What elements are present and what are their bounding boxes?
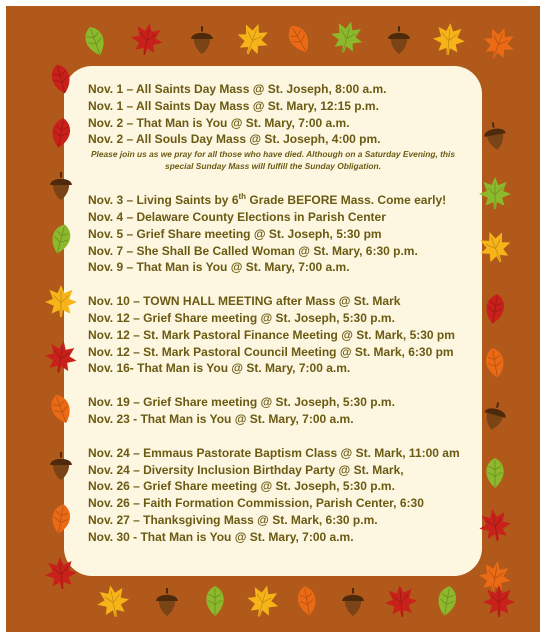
- red-maple-leaf-icon: [41, 337, 80, 376]
- event-text: Nov. 10 – TOWN HALL MEETING after Mass @ St. Mark: [88, 294, 401, 309]
- red-leaf-icon: [41, 113, 80, 152]
- orange-leaf-icon: [41, 499, 80, 538]
- acorn-icon: [150, 584, 184, 618]
- yellow-maple-leaf-icon: [44, 284, 78, 318]
- event-item: [88, 512, 498, 529]
- orange-leaf-icon: [276, 16, 322, 62]
- group-spacer: [88, 377, 498, 394]
- event-item: [88, 462, 498, 479]
- event-text: Grade BEFORE Mass. Come early!: [246, 193, 447, 208]
- green-leaf-icon: [73, 19, 117, 63]
- event-item: [88, 226, 498, 243]
- event-item: [88, 310, 498, 327]
- group-spacer: [88, 172, 498, 189]
- event-text: Nov. 5 – Grief Share meeting @ St. Joseph, 5:30 pm: [88, 226, 382, 241]
- event-item: [88, 81, 498, 98]
- acorn-icon: [336, 584, 370, 618]
- event-item: [88, 115, 498, 132]
- event-text: Nov. 3 – Living Saints by 6: [88, 193, 239, 208]
- event-text: Nov. 2 – All Souls Day Mass @ St. Joseph, 4:00 pm.: [88, 132, 381, 147]
- event-text: Nov. 26 – Grief Share meeting @ St. Joseph, 5:30 p.m.: [88, 479, 395, 494]
- orange-maple-leaf-icon: [477, 21, 521, 65]
- event-item: [88, 411, 498, 428]
- event-note: Please join us as we pray for all those who have died. Although on a Saturday Evening, this special Sunday Mass will fulfill the Sunday Obligation.: [90, 149, 456, 172]
- event-item: [88, 259, 498, 276]
- event-item: [88, 394, 498, 411]
- event-item: [88, 293, 498, 310]
- green-maple-leaf-icon: [326, 16, 368, 58]
- acorn-icon: [382, 22, 416, 56]
- event-item: [88, 98, 498, 115]
- acorn-icon: [44, 168, 78, 202]
- event-text: Nov. 24 – Emmaus Pastorate Baptism Class @ St. Mark, 11:00 am: [88, 445, 460, 460]
- event-item: [88, 243, 498, 260]
- event-text: Nov. 24 – Diversity Inclusion Birthday Party @ St. Mark,: [88, 462, 404, 477]
- event-item: [88, 529, 498, 546]
- green-leaf-icon: [198, 584, 232, 618]
- red-maple-leaf-icon: [43, 555, 80, 592]
- event-text: Nov. 19 – Grief Share meeting @ St. Joseph, 5:30 p.m.: [88, 395, 395, 410]
- event-text: Nov. 12 – Grief Share meeting @ St. Joseph, 5:30 p.m.: [88, 310, 395, 325]
- event-text: Nov. 1 – All Saints Day Mass @ St. Mary, 12:15 p.m.: [88, 98, 379, 113]
- event-item: [88, 360, 498, 377]
- event-item: [88, 131, 498, 148]
- event-text: Nov. 16- That Man is You @ St. Mary, 7:00 a.m.: [88, 361, 351, 376]
- orange-leaf-icon: [287, 581, 326, 620]
- yellow-maple-leaf-icon: [242, 580, 284, 622]
- event-item: [88, 209, 498, 226]
- event-text: Nov. 2 – That Man is You @ St. Mary, 7:00 a.m.: [88, 115, 350, 130]
- group-spacer: [88, 428, 498, 445]
- event-text: Nov. 7 – She Shall Be Called Woman @ St. Mary, 6:30 p.m.: [88, 243, 418, 258]
- event-item: [88, 495, 498, 512]
- event-item: [88, 327, 498, 344]
- event-list: [88, 81, 498, 546]
- red-maple-leaf-icon: [482, 584, 516, 618]
- event-item: [88, 445, 498, 462]
- acorn-icon: [185, 22, 219, 56]
- group-spacer: [88, 276, 498, 293]
- event-text: Nov. 9 – That Man is You @ St. Mary, 7:00 a.m.: [88, 260, 350, 275]
- event-text: Nov. 26 – Faith Formation Commission, Parish Center, 6:30: [88, 496, 424, 511]
- event-text: Nov. 12 – St. Mark Pastoral Finance Meeting @ St. Mark, 5:30 pm: [88, 327, 455, 342]
- event-item: [88, 189, 498, 209]
- event-text: Nov. 30 - That Man is You @ St. Mary, 7:00 a.m.: [88, 529, 354, 544]
- red-maple-leaf-icon: [127, 19, 166, 58]
- yellow-maple-leaf-icon: [231, 17, 275, 61]
- event-text: Nov. 23 - That Man is You @ St. Mary, 7:00 a.m.: [88, 411, 354, 426]
- acorn-icon: [44, 448, 78, 482]
- event-text: Nov. 4 – Delaware County Elections in Parish Center: [88, 209, 386, 224]
- event-text: Nov. 27 – Thanksgiving Mass @ St. Mark, 6:30 p.m.: [88, 512, 378, 527]
- event-text-superscript: th: [238, 192, 247, 202]
- event-text: Nov. 12 – St. Mark Pastoral Council Meeting @ St. Mark, 6:30 pm: [88, 344, 454, 359]
- yellow-maple-leaf-icon: [93, 581, 132, 620]
- red-maple-leaf-icon: [383, 583, 420, 620]
- event-item: [88, 344, 498, 361]
- event-text: Nov. 1 – All Saints Day Mass @ St. Joseph, 8:00 a.m.: [88, 82, 387, 96]
- yellow-maple-leaf-icon: [431, 21, 468, 58]
- green-leaf-icon: [427, 581, 466, 620]
- event-item: [88, 478, 498, 495]
